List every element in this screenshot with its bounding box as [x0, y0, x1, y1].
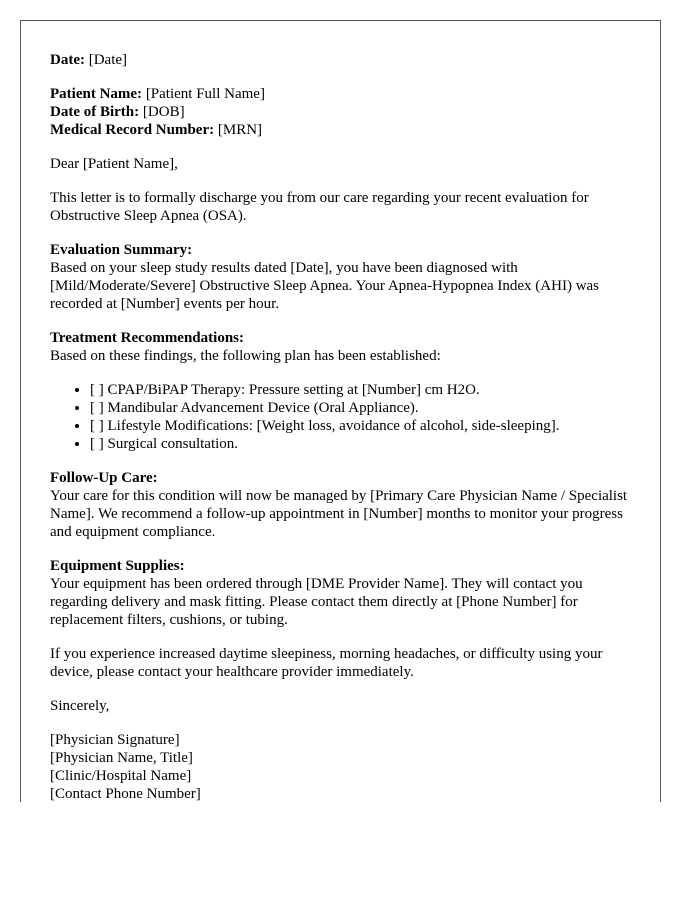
mrn-line: [50, 121, 632, 139]
patient-name-label: Patient Name:: [50, 86, 143, 102]
dob-value: [DOB]: [142, 104, 185, 120]
list-item: • [ ] Mandibular Advancement Device (Oral Appliance).: [90, 399, 632, 417]
equipment-section: [50, 557, 632, 629]
date-value: [Date]: [88, 52, 128, 68]
list-item: • [ ] Surgical consultation.: [90, 435, 632, 453]
evaluation-heading: Evaluation Summary:: [50, 242, 193, 258]
dob-label: Date of Birth:: [50, 104, 140, 120]
date-line: [50, 51, 632, 69]
dob-line: [50, 103, 632, 121]
treatment-section: [50, 329, 632, 365]
warning-paragraph: If you experience increased daytime sleepiness, morning headaches, or difficulty using your device, please contact your healthcare provider immediately.: [50, 646, 603, 680]
patient-info-block: [50, 85, 632, 139]
treatment-list: [50, 381, 632, 453]
treatment-heading: Treatment Recommendations:: [50, 330, 244, 346]
followup-section: [50, 469, 632, 541]
physician-signature: [Physician Signature]: [50, 732, 180, 748]
contact-phone: [Contact Phone Number]: [50, 786, 201, 802]
equipment-body: Your equipment has been ordered through [DME Provider Name]. They will contact you regarding delivery and mask fitting. Please contact them directly at [Phone Number] for replacement filters, cushions, or tubing.: [50, 576, 583, 628]
physician-name-title: [Physician Name, Title]: [50, 750, 193, 766]
evaluation-section: [50, 241, 632, 313]
followup-body: Your care for this condition will now be managed by [Primary Care Physician Name / Specialist Name]. We recommend a follow-up appointment in [Number] months to monitor your progress and equipment compliance.: [50, 488, 628, 540]
mrn-label: Medical Record Number:: [50, 122, 215, 138]
evaluation-body: Based on your sleep study results dated [Date], you have been diagnosed with [Mild/Moderate/Severe] Obstructive Sleep Apnea. Your Apnea-Hypopnea Index (AHI) was recorded at [Number] events per hour.: [50, 260, 600, 312]
salutation: Dear [Patient Name],: [50, 156, 178, 172]
signature-block: [50, 731, 632, 802]
intro-paragraph: This letter is to formally discharge you from our care regarding your recent evaluation for Obstructive Sleep Apnea (OSA).: [50, 190, 589, 224]
discharge-letter: [20, 20, 661, 802]
mrn-value: [MRN]: [217, 122, 263, 138]
date-label: Date:: [50, 52, 85, 68]
treatment-body: Based on these findings, the following plan has been established:: [50, 348, 441, 364]
followup-heading: Follow-Up Care:: [50, 470, 158, 486]
closing: Sincerely,: [50, 698, 110, 714]
patient-name-line: [50, 85, 632, 103]
equipment-heading: Equipment Supplies:: [50, 558, 185, 574]
list-item: • [ ] Lifestyle Modifications: [Weight loss, avoidance of alcohol, side-sleeping].: [90, 417, 632, 435]
patient-name-value: [Patient Full Name]: [145, 86, 265, 102]
list-item: • [ ] CPAP/BiPAP Therapy: Pressure setting at [Number] cm H2O.: [90, 381, 632, 399]
clinic-name: [Clinic/Hospital Name]: [50, 768, 192, 784]
